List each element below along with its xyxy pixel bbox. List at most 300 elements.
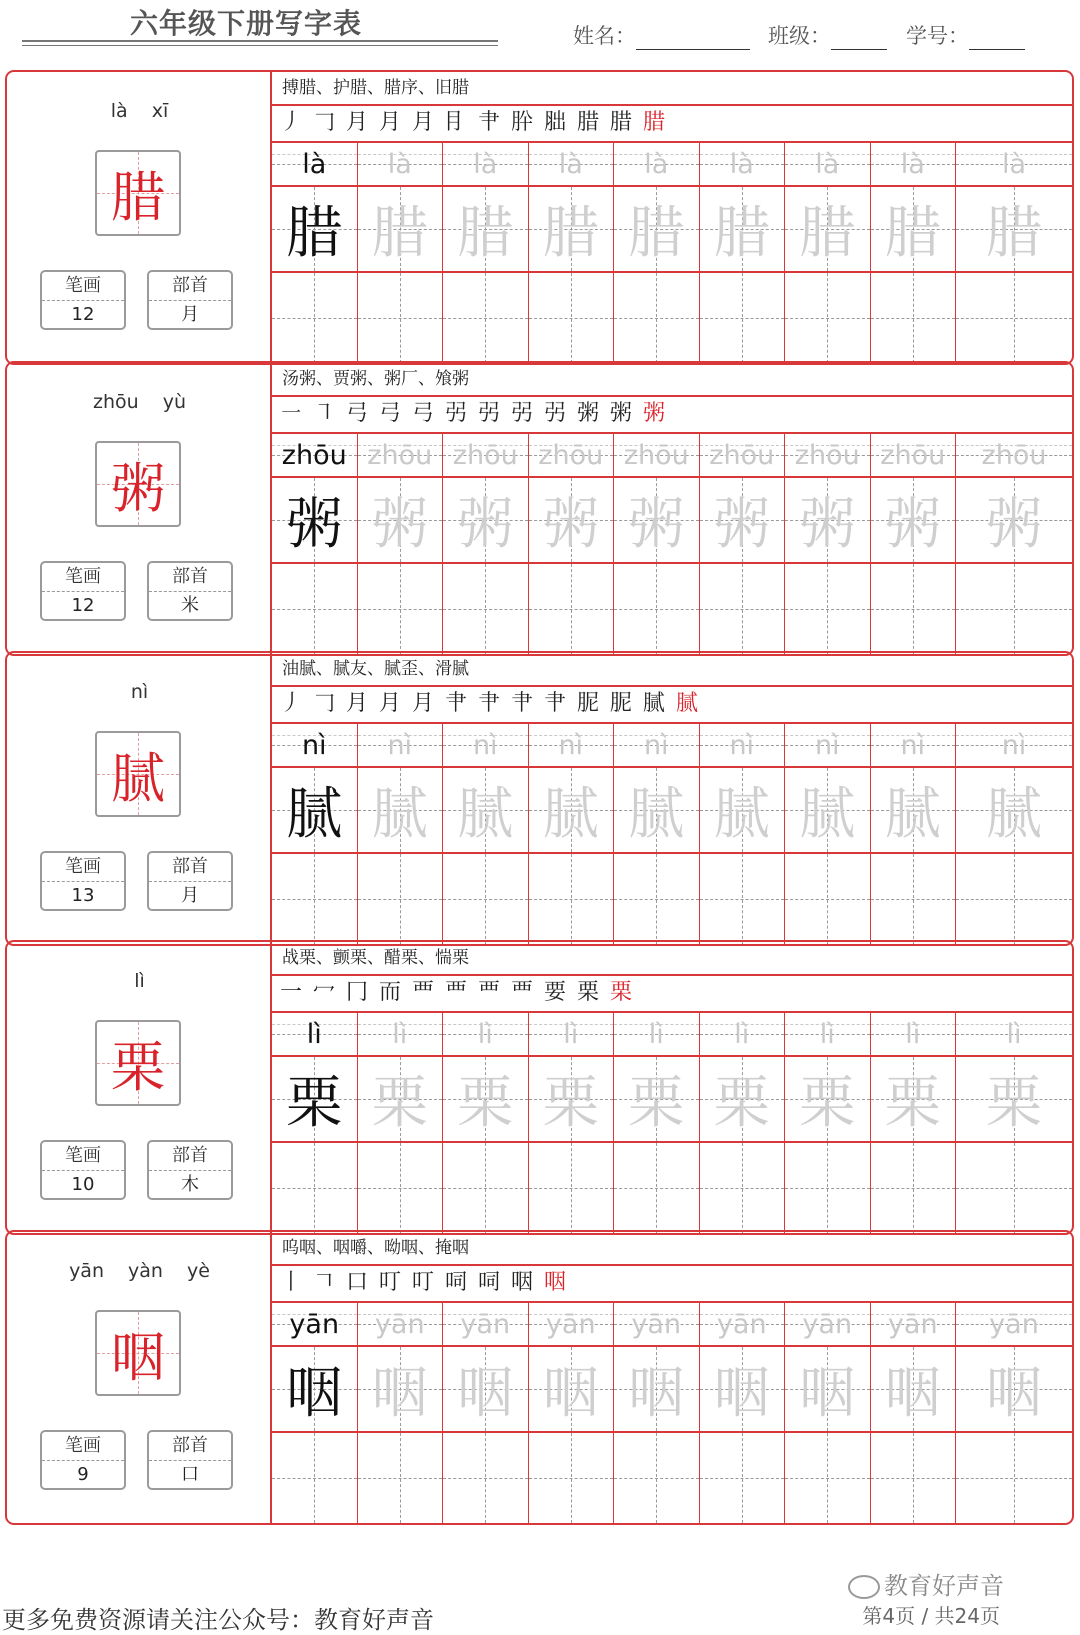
blank-practice-cell[interactable] — [956, 1143, 1072, 1233]
pinyin-readings: nì — [130, 681, 149, 703]
character-cell[interactable] — [956, 187, 1072, 271]
pinyin-cell[interactable] — [614, 1013, 700, 1055]
character-info-panel — [7, 653, 272, 944]
pinyin-trace: là — [558, 148, 583, 180]
stroke-count-label: 笔画 — [42, 1142, 124, 1171]
blank-practice-cell[interactable] — [358, 564, 444, 654]
pinyin-cell[interactable] — [785, 1013, 871, 1055]
character-cell[interactable] — [272, 187, 358, 271]
character-cell[interactable] — [700, 1347, 786, 1431]
character-cell[interactable] — [871, 768, 957, 852]
character-trace: 腊 — [986, 201, 1042, 266]
pinyin-trace: lì — [905, 1018, 921, 1050]
pinyin-trace: nì — [387, 729, 413, 761]
character-cell[interactable] — [443, 1347, 529, 1431]
character-display-box — [95, 731, 181, 817]
character-trace: 栗 — [986, 1071, 1042, 1136]
stroke-count-box — [40, 561, 126, 621]
pinyin-trace: zhōu — [538, 439, 604, 471]
character-cell[interactable] — [358, 187, 444, 271]
character-cell[interactable] — [700, 187, 786, 271]
pinyin-trace: zhōu — [794, 439, 860, 471]
character-card — [5, 1230, 1074, 1525]
blank-practice-cell[interactable] — [272, 1143, 358, 1233]
pinyin-readings: lì — [134, 970, 145, 992]
character-trace: 腻 — [986, 782, 1042, 847]
character-trace: 腻 — [542, 782, 599, 847]
class-blank[interactable] — [831, 27, 887, 50]
character-trace: 咽 — [371, 1361, 428, 1426]
stroke-order — [272, 397, 1072, 434]
blank-practice-cell[interactable] — [529, 564, 615, 654]
pinyin-trace: là — [815, 148, 840, 180]
page-title: 六年级下册写字表 — [130, 7, 363, 40]
pinyin-cell[interactable] — [272, 724, 358, 766]
blank-practice-cell[interactable] — [272, 564, 358, 654]
pinyin-cell[interactable] — [358, 1013, 444, 1055]
pinyin-cell[interactable] — [956, 724, 1072, 766]
blank-practice-cell[interactable] — [529, 273, 615, 363]
radical-label: 部首 — [149, 853, 231, 882]
stroke-count-label: 笔画 — [42, 563, 124, 592]
pinyin-trace: là — [644, 148, 669, 180]
id-field[interactable] — [906, 20, 1025, 50]
pinyin-cell[interactable] — [871, 724, 957, 766]
character-cell[interactable] — [272, 768, 358, 852]
blank-practice-cell[interactable] — [785, 564, 871, 654]
stroke-count-value: 10 — [71, 1174, 95, 1195]
practice-panel — [272, 1232, 1072, 1523]
stroke-count-label: 笔画 — [42, 1432, 124, 1461]
character-cell[interactable] — [614, 768, 700, 852]
pinyin-cell[interactable] — [871, 434, 957, 476]
character-trace: 腻 — [713, 782, 770, 847]
watermark-text: 教育好声音 — [884, 1572, 1004, 1600]
blank-practice-cell[interactable] — [956, 1433, 1072, 1523]
character-cell[interactable] — [785, 768, 871, 852]
pinyin-cell[interactable] — [785, 724, 871, 766]
pinyin-trace: yān — [631, 1308, 682, 1340]
character-cell[interactable] — [785, 1347, 871, 1431]
character-cell[interactable] — [871, 478, 957, 562]
pinyin-trace: zhōu — [709, 439, 775, 471]
pinyin-trace: nì — [729, 729, 755, 761]
character-trace: 栗 — [799, 1071, 856, 1136]
pinyin-trace: là — [387, 148, 412, 180]
character-cell[interactable] — [358, 1347, 444, 1431]
character-cell[interactable] — [443, 768, 529, 852]
character-cell[interactable] — [529, 768, 615, 852]
pinyin-readings: yān yàn yè — [69, 1260, 210, 1282]
character-trace: 腊 — [628, 201, 685, 266]
character-display: 咽 — [111, 1325, 165, 1389]
stroke-order-final: 腻 — [675, 691, 700, 716]
blank-practice-cell[interactable] — [358, 854, 444, 944]
pinyin-cell[interactable] — [358, 434, 444, 476]
pinyin-cell[interactable] — [700, 724, 786, 766]
pinyin-cell[interactable] — [272, 1303, 358, 1345]
character-sample: 腻 — [286, 782, 343, 847]
character-trace: 腊 — [884, 201, 941, 266]
practice-panel — [272, 653, 1072, 944]
stroke-order — [272, 976, 1072, 1013]
stroke-count-box — [40, 1140, 126, 1200]
pinyin-cell[interactable] — [871, 143, 957, 185]
character-trace: 栗 — [371, 1071, 428, 1136]
pinyin-trace: nì — [814, 729, 840, 761]
pinyin-trace: nì — [643, 729, 669, 761]
pinyin-trace: yān — [374, 1308, 425, 1340]
pinyin-trace: là — [1001, 148, 1027, 180]
name-blank[interactable] — [636, 27, 750, 50]
pinyin-trace: yān — [545, 1308, 596, 1340]
pinyin-row — [272, 1303, 1072, 1347]
pinyin-trace: yān — [887, 1308, 938, 1340]
character-cell[interactable] — [785, 478, 871, 562]
character-trace: 腻 — [799, 782, 856, 847]
practice-panel — [272, 72, 1072, 363]
character-trace: 腊 — [457, 201, 514, 266]
character-cell[interactable] — [700, 1057, 786, 1141]
character-trace: 粥 — [371, 492, 428, 557]
character-trace: 腊 — [542, 201, 599, 266]
character-trace: 粥 — [713, 492, 770, 557]
character-cell[interactable] — [529, 478, 615, 562]
pinyin-trace: là — [473, 148, 498, 180]
pinyin-cell[interactable] — [614, 143, 700, 185]
character-trace: 咽 — [884, 1361, 941, 1426]
page-number: 第4页 / 共24页 — [862, 1604, 1000, 1628]
stroke-order-final: 粥 — [642, 401, 667, 426]
stroke-order — [272, 1266, 1072, 1303]
stroke-count-label: 笔画 — [42, 272, 124, 301]
character-display: 栗 — [111, 1035, 165, 1099]
pinyin-cell[interactable] — [272, 143, 358, 185]
wechat-icon — [848, 1575, 880, 1599]
character-trace: 栗 — [884, 1071, 941, 1136]
pinyin-cell[interactable] — [529, 1303, 615, 1345]
character-display-box — [95, 441, 181, 527]
stroke-order — [272, 106, 1072, 143]
pinyin-row — [272, 724, 1072, 768]
pinyin-cell[interactable] — [443, 1013, 529, 1055]
blank-practice-cell[interactable] — [272, 854, 358, 944]
writing-grid — [272, 724, 1072, 944]
blank-practice-cell[interactable] — [614, 1433, 700, 1523]
character-trace: 咽 — [457, 1361, 514, 1426]
pinyin-cell[interactable] — [529, 1013, 615, 1055]
pinyin-cell[interactable] — [272, 434, 358, 476]
pinyin-cell[interactable] — [443, 434, 529, 476]
character-trace: 栗 — [457, 1071, 514, 1136]
blank-practice-cell[interactable] — [443, 854, 529, 944]
pinyin-trace: nì — [900, 729, 926, 761]
blank-practice-cell[interactable] — [358, 1143, 444, 1233]
character-trace: 咽 — [713, 1361, 770, 1426]
pinyin-cell[interactable] — [614, 434, 700, 476]
pinyin-cell[interactable] — [700, 143, 786, 185]
character-cell[interactable] — [272, 478, 358, 562]
blank-practice-cell[interactable] — [443, 1143, 529, 1233]
pinyin-cell[interactable] — [956, 143, 1072, 185]
blank-practice-cell[interactable] — [358, 273, 444, 363]
pinyin-trace: zhōu — [452, 439, 518, 471]
character-trace-row — [272, 768, 1072, 854]
example-words: 搏腊、护腊、腊序、旧腊 — [272, 72, 1072, 106]
character-cell[interactable] — [700, 768, 786, 852]
blank-practice-cell[interactable] — [871, 1433, 957, 1523]
name-field[interactable] — [573, 20, 750, 50]
pinyin-cell[interactable] — [443, 724, 529, 766]
radical-label: 部首 — [149, 1142, 231, 1171]
stroke-order-steps: 丨 𠃍 口 叮 叮 呞 呞 咽 — [280, 1270, 535, 1295]
character-trace: 粥 — [986, 492, 1042, 557]
pinyin-cell[interactable] — [700, 434, 786, 476]
character-display-box — [95, 1020, 181, 1106]
stroke-order-steps: 一 冖 冂 而 覀 覀 覀 覀 要 栗 — [280, 980, 601, 1005]
blank-practice-cell[interactable] — [443, 564, 529, 654]
character-cell[interactable] — [443, 478, 529, 562]
pinyin-readings: zhōu yù — [92, 391, 186, 413]
character-sample: 腊 — [286, 201, 343, 266]
character-cell[interactable] — [529, 1057, 615, 1141]
character-sample: 咽 — [286, 1361, 343, 1426]
blank-practice-cell[interactable] — [871, 273, 957, 363]
pinyin-trace: zhōu — [981, 439, 1047, 471]
blank-practice-cell[interactable] — [785, 1433, 871, 1523]
pinyin-cell[interactable] — [785, 434, 871, 476]
stroke-order-steps: ㇐ ㇕ 弓 弓 弓 弜 弜 弜 弜 粥 粥 — [280, 401, 634, 426]
radical-value: 木 — [181, 1174, 199, 1195]
pinyin-cell[interactable] — [529, 143, 615, 185]
practice-panel — [272, 942, 1072, 1233]
character-cell[interactable] — [785, 187, 871, 271]
radical-value: 米 — [181, 595, 199, 616]
pinyin-cell[interactable] — [358, 1303, 444, 1345]
character-sample: 栗 — [286, 1071, 343, 1136]
character-cell[interactable] — [956, 478, 1072, 562]
blank-practice-cell[interactable] — [785, 273, 871, 363]
character-trace: 粥 — [457, 492, 514, 557]
radical-label: 部首 — [149, 1432, 231, 1461]
worksheet-header — [0, 0, 1080, 60]
character-cell[interactable] — [871, 1057, 957, 1141]
character-cell[interactable] — [785, 1057, 871, 1141]
pinyin-cell[interactable] — [956, 434, 1072, 476]
pinyin-cell[interactable] — [700, 1303, 786, 1345]
pinyin-cell[interactable] — [272, 1013, 358, 1055]
blank-practice-cell[interactable] — [700, 273, 786, 363]
character-cell[interactable] — [272, 1057, 358, 1141]
blank-practice-cell[interactable] — [700, 564, 786, 654]
character-card — [5, 940, 1074, 1235]
pinyin-trace: zhōu — [367, 439, 433, 471]
character-cell[interactable] — [614, 478, 700, 562]
blank-practice-cell[interactable] — [529, 854, 615, 944]
blank-practice-cell[interactable] — [614, 564, 700, 654]
character-cell[interactable] — [358, 768, 444, 852]
pinyin-sample: là — [302, 148, 327, 180]
character-cell[interactable] — [871, 1347, 957, 1431]
character-trace: 粥 — [628, 492, 685, 557]
stroke-order-steps: 丿 𠃌 月 月 月 肀 肀 肀 肀 胒 胒 腻 — [280, 691, 667, 716]
character-trace: 腊 — [799, 201, 856, 266]
blank-practice-cell[interactable] — [614, 1143, 700, 1233]
pinyin-sample: zhōu — [281, 439, 347, 471]
radical-box — [147, 561, 233, 621]
blank-practice-cell[interactable] — [871, 1143, 957, 1233]
blank-practice-cell[interactable] — [443, 273, 529, 363]
title-underline-thin — [22, 45, 498, 46]
blank-practice-cell[interactable] — [956, 564, 1072, 654]
stroke-count-value: 13 — [71, 885, 95, 906]
pinyin-trace: yān — [716, 1308, 767, 1340]
blank-practice-cell[interactable] — [785, 1143, 871, 1233]
pinyin-cell[interactable] — [443, 143, 529, 185]
id-label: 学号： — [906, 24, 969, 48]
pinyin-sample: lì — [306, 1018, 322, 1050]
character-trace: 粥 — [799, 492, 856, 557]
blank-practice-cell[interactable] — [871, 854, 957, 944]
pinyin-trace: lì — [819, 1018, 835, 1050]
pinyin-cell[interactable] — [956, 1303, 1072, 1345]
character-cell[interactable] — [871, 187, 957, 271]
stroke-count-box — [40, 1430, 126, 1490]
pinyin-cell[interactable] — [358, 143, 444, 185]
character-cell[interactable] — [614, 1057, 700, 1141]
character-trace-row — [272, 1347, 1072, 1433]
radical-value: 月 — [181, 885, 199, 906]
character-cell[interactable] — [614, 187, 700, 271]
blank-practice-cell[interactable] — [614, 273, 700, 363]
writing-grid — [272, 434, 1072, 654]
pinyin-trace: yān — [989, 1308, 1039, 1340]
character-trace: 栗 — [542, 1071, 599, 1136]
class-label: 班级： — [768, 24, 831, 48]
example-words: 汤粥、贾粥、粥厂、飧粥 — [272, 363, 1072, 397]
pinyin-trace: là — [729, 148, 754, 180]
stroke-order-final: 栗 — [609, 980, 634, 1005]
blank-practice-cell[interactable] — [272, 1433, 358, 1523]
pinyin-cell[interactable] — [614, 724, 700, 766]
pinyin-trace: lì — [392, 1018, 408, 1050]
character-trace: 腊 — [371, 201, 428, 266]
character-trace: 腊 — [713, 201, 770, 266]
blank-practice-cell[interactable] — [358, 1433, 444, 1523]
character-cell[interactable] — [443, 1057, 529, 1141]
blank-practice-cell[interactable] — [529, 1433, 615, 1523]
blank-practice-cell[interactable] — [956, 273, 1072, 363]
blank-practice-cell[interactable] — [700, 1143, 786, 1233]
character-cell[interactable] — [529, 1347, 615, 1431]
pinyin-cell[interactable] — [956, 1013, 1072, 1055]
character-trace: 粥 — [542, 492, 599, 557]
character-trace: 腻 — [371, 782, 428, 847]
character-display: 腻 — [111, 746, 165, 810]
character-cell[interactable] — [443, 187, 529, 271]
class-field[interactable] — [768, 20, 887, 50]
pinyin-cell[interactable] — [529, 434, 615, 476]
example-words: 战栗、颤栗、醋栗、惴栗 — [272, 942, 1072, 976]
blank-practice-cell[interactable] — [700, 1433, 786, 1523]
pinyin-trace: lì — [648, 1018, 664, 1050]
writing-grid — [272, 1303, 1072, 1523]
character-cell[interactable] — [700, 478, 786, 562]
character-cell[interactable] — [529, 187, 615, 271]
pinyin-cell[interactable] — [785, 143, 871, 185]
pinyin-trace: zhōu — [623, 439, 689, 471]
character-trace: 栗 — [628, 1071, 685, 1136]
character-info-panel — [7, 72, 272, 363]
character-cell[interactable] — [358, 478, 444, 562]
stroke-order-final: 腊 — [642, 110, 667, 135]
pinyin-cell[interactable] — [700, 1013, 786, 1055]
character-trace: 腻 — [628, 782, 685, 847]
pinyin-cell[interactable] — [871, 1303, 957, 1345]
character-cell[interactable] — [956, 768, 1072, 852]
character-card — [5, 651, 1074, 946]
pinyin-sample: nì — [301, 729, 327, 761]
radical-box — [147, 1140, 233, 1200]
pinyin-cell[interactable] — [871, 1013, 957, 1055]
watermark — [848, 1566, 1004, 1601]
blank-practice-cell[interactable] — [272, 273, 358, 363]
name-label: 姓名： — [573, 24, 636, 48]
pinyin-trace: lì — [477, 1018, 493, 1050]
pinyin-cell[interactable] — [785, 1303, 871, 1345]
blank-practice-cell[interactable] — [871, 564, 957, 654]
stroke-count-value: 12 — [71, 304, 95, 325]
character-display-box — [95, 1310, 181, 1396]
pinyin-trace: nì — [1001, 729, 1027, 761]
character-cell[interactable] — [614, 1347, 700, 1431]
blank-practice-cell[interactable] — [529, 1143, 615, 1233]
example-words: 油腻、腻友、腻歪、滑腻 — [272, 653, 1072, 687]
character-cell[interactable] — [358, 1057, 444, 1141]
blank-practice-cell[interactable] — [614, 854, 700, 944]
character-cell[interactable] — [272, 1347, 358, 1431]
blank-practice-cell[interactable] — [785, 854, 871, 944]
radical-label: 部首 — [149, 272, 231, 301]
blank-practice-row — [272, 1433, 1072, 1523]
character-cell[interactable] — [956, 1347, 1072, 1431]
blank-practice-cell[interactable] — [443, 1433, 529, 1523]
example-words: 呜咽、咽嚼、呦咽、掩咽 — [272, 1232, 1072, 1266]
footer-note: 更多免费资源请关注公众号：教育好声音 — [2, 1606, 434, 1634]
character-display: 粥 — [111, 456, 165, 520]
blank-practice-row — [272, 273, 1072, 363]
character-cell[interactable] — [956, 1057, 1072, 1141]
pinyin-row — [272, 1013, 1072, 1057]
blank-practice-cell[interactable] — [956, 854, 1072, 944]
pinyin-trace: lì — [1006, 1018, 1022, 1050]
radical-label: 部首 — [149, 563, 231, 592]
radical-box — [147, 1430, 233, 1490]
writing-grid — [272, 143, 1072, 363]
character-trace: 栗 — [713, 1071, 770, 1136]
pinyin-trace: là — [900, 148, 925, 180]
character-info-panel — [7, 1232, 272, 1523]
character-trace: 咽 — [542, 1361, 599, 1426]
character-trace: 粥 — [884, 492, 941, 557]
pinyin-cell[interactable] — [443, 1303, 529, 1345]
pinyin-cell[interactable] — [614, 1303, 700, 1345]
pinyin-cell[interactable] — [358, 724, 444, 766]
stroke-order-final: 咽 — [543, 1270, 568, 1295]
pinyin-cell[interactable] — [529, 724, 615, 766]
id-blank[interactable] — [969, 27, 1025, 50]
blank-practice-cell[interactable] — [700, 854, 786, 944]
